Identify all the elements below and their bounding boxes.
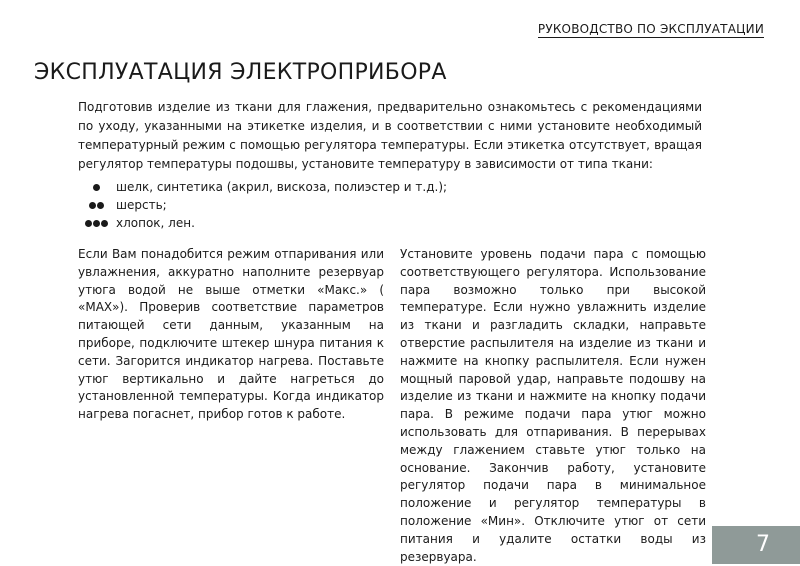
left-column-text: Если Вам понадобится режим отпаривания или увлажнения, аккуратно наполните резервуар утюга водой не выше отметки «Макс.» ( «MAX»). Проверив соответствие параметров питающей сети данным, указанным на приборе, подключите штекер шнура питания к сети. Загорится индикатор нагрева. Поставьте утюг вертикально и дайте нагреться до установленной температуры. Когда индикатор нагрева погаснет, прибор готов к работе.	[78, 247, 384, 422]
section-title: ЭКСПЛУАТАЦИЯ ЭЛЕКТРОПРИБОРА	[34, 60, 447, 85]
dot-icon	[89, 202, 96, 209]
dot-icon	[101, 220, 108, 227]
fabric-label: шерсть;	[116, 198, 167, 212]
fabric-label: хлопок, лен.	[116, 216, 195, 230]
right-column-text: Установите уровень подачи пара с помощью соответствующего регулятора. Использование пара возможно только при высокой температуре. Если нужно увлажнить изделие из ткани и разгладить складки, направьте отверстие распылителя на изделие из ткани и нажмите на кнопку распылителя. Если нужен мощный паровой удар, направьте подошву на изделие из ткани и нажмите на кнопку подачи пара. В режиме подачи пара утюг можно использовать для отпаривания. В перерывах между глажением ставьте утюг только на основание. Закончив работу, установите регулятор подачи пара в минимальное положение и регулятор температуры в положение «Мин». Отключите утюг от сети питания и удалите остатки воды из резервуара.	[400, 247, 706, 564]
dot-icon	[97, 202, 104, 209]
fabric-label: шелк, синтетика (акрил, вискоза, полиэстер и т.д.);	[116, 180, 448, 194]
running-header: РУКОВОДСТВО ПО ЭКСПЛУАТАЦИИ	[537, 22, 764, 36]
temperature-dots-icon	[78, 196, 114, 214]
temperature-dots-icon	[78, 214, 114, 232]
intro-paragraph: Подготовив изделие из ткани для глажения, предварительно ознакомьтесь с рекомендациями по уходу, указанными на этикетке изделия, и в соответствии с ними установите необходимый температурный режим с помощью регулятора температуры. Если этикетка отсутствует, вращая регулятор температуры подошвы, установите температуру в зависимости от типа ткани:	[78, 100, 702, 171]
dot-icon	[93, 184, 100, 191]
temperature-dots-icon	[78, 178, 114, 196]
page-number-box	[712, 526, 800, 564]
dot-icon	[85, 220, 92, 227]
dot-icon	[93, 220, 100, 227]
page-number: 7	[756, 532, 770, 557]
